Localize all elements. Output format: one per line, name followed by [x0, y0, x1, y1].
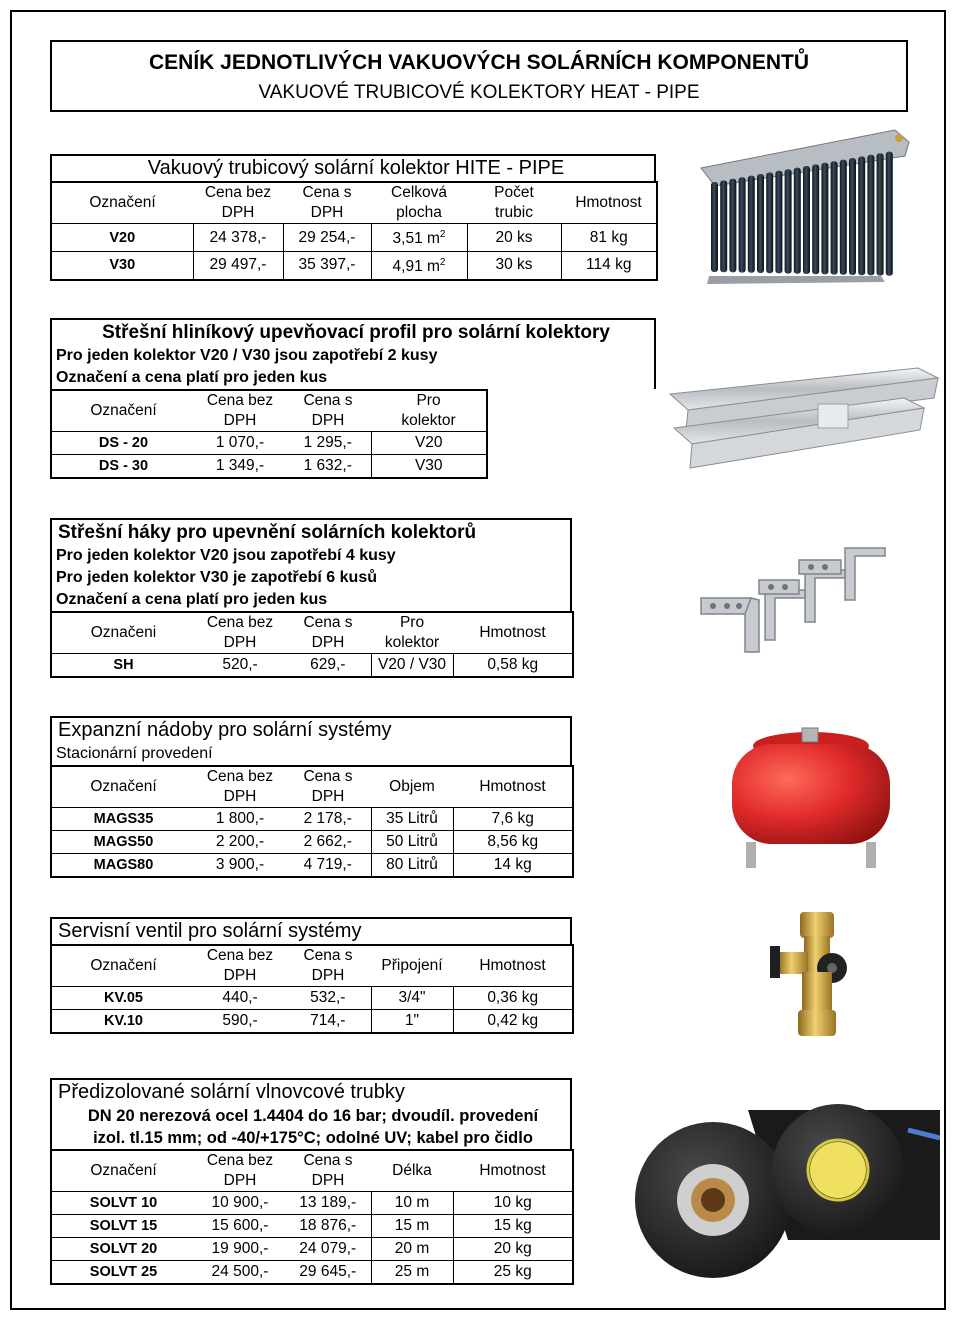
vacuum-tube [821, 163, 828, 275]
col-header: Hmotnost [561, 182, 657, 224]
document-subtitle: VAKUOVÉ TRUBICOVÉ KOLEKTORY HEAT - PIPE [258, 82, 700, 103]
section-note: Pro jeden kolektor V20 jsou zapotřebí 4 kusy [56, 547, 396, 564]
col-header: Objem [371, 766, 453, 808]
expansion-tank-image [728, 724, 894, 876]
table-row: MAGS50 2 200,- 2 662,- 50 Litrů 8,56 kg [51, 831, 573, 854]
table-row: MAGS80 3 900,- 4 719,- 80 Litrů 14 kg [51, 854, 573, 878]
document-header [50, 40, 908, 112]
col-header: Cena bez DPH [195, 390, 285, 432]
section-valve-titlebox [50, 917, 572, 944]
section-title: Servisní ventil pro solární systémy [58, 920, 362, 942]
table-header-row [51, 945, 573, 987]
section-note: izol. tl.15 mm; od -40/+175°C; odolné UV; kabel pro čidlo [93, 1129, 533, 1147]
table-row: SOLVT 15 15 600,- 18 876,- 15 m 15 kg [51, 1215, 573, 1238]
hooks-table [50, 611, 574, 678]
vacuum-tube [748, 176, 755, 273]
section-service-valve [50, 917, 572, 1034]
vacuum-tube [886, 152, 893, 276]
col-header: Cena bez DPH [195, 1150, 285, 1192]
vacuum-tube [711, 182, 718, 272]
service-valve-image [740, 906, 860, 1046]
table-header-row [51, 766, 573, 808]
col-header: Připojení [371, 945, 453, 987]
section-expansion-tanks [50, 716, 572, 878]
vacuum-tube [794, 168, 801, 274]
tanks-table [50, 765, 574, 878]
section-note: Označení a cena platí pro jeden kus [56, 369, 328, 386]
mounting-profile-image [668, 364, 944, 482]
col-header: Hmotnost [453, 945, 573, 987]
col-header: Označení [51, 766, 195, 808]
vacuum-tube [840, 160, 847, 275]
section-roof-hooks [50, 518, 572, 678]
section-tanks-titlebox [50, 716, 572, 765]
table-row: KV.05 440,- 532,- 3/4" 0,36 kg [51, 987, 573, 1010]
section-title: Expanzní nádoby pro solární systémy [58, 719, 392, 741]
pipes-table [50, 1149, 574, 1285]
table-row: V20 24 378,- 29 254,- 3,51 $m^2$ 20 ks 81 kg [51, 224, 657, 252]
col-header: Cena s DPH [285, 612, 371, 654]
profile-table [50, 389, 488, 479]
section-note: Pro jeden kolektor V30 je zapotřebí 6 kusů [56, 569, 377, 586]
insulated-pipes-image [588, 1090, 940, 1288]
table-row: V30 29 497,- 35 397,- 4,91 $m^2$ 30 ks 114 kg [51, 252, 657, 280]
table-header-row [51, 182, 657, 224]
col-header: Cena bez DPH [195, 766, 285, 808]
col-header: Označení [51, 945, 195, 987]
collector-table [50, 181, 658, 281]
section-note: Stacionární provedení [56, 745, 213, 762]
vacuum-tube [831, 161, 838, 274]
vacuum-tube [849, 158, 856, 275]
table-row: DS - 20 1 070,- 1 295,- V20 [51, 432, 487, 455]
section-title: Vakuový trubicový solární kolektor HITE - PIPE [147, 157, 565, 179]
section-pipes-titlebox [50, 1078, 572, 1149]
col-header: Hmotnost [453, 612, 573, 654]
col-header: Počet trubic [467, 182, 561, 224]
table-row: SOLVT 20 19 900,- 24 079,- 20 m 20 kg [51, 1238, 573, 1261]
roof-hooks-image [695, 540, 915, 660]
col-header: Cena bez DPH [195, 612, 285, 654]
col-header: Označení [51, 182, 193, 224]
table-header-row [51, 390, 487, 432]
solar-collector-image [695, 126, 913, 294]
col-header: Cena s DPH [285, 1150, 371, 1192]
vacuum-tube [739, 177, 746, 272]
section-title: Střešní hliníkový upevňovací profil pro solární kolektory [102, 322, 610, 343]
col-header: Pro kolektor [371, 612, 453, 654]
vacuum-tube [729, 179, 736, 273]
col-header: Pro kolektor [371, 390, 487, 432]
vacuum-tube [766, 172, 773, 273]
vacuum-tube [775, 171, 782, 274]
section-title: Střešní háky pro upevnění solárních kolektorů [58, 522, 477, 543]
document-title: CENÍK JEDNOTLIVÝCH VAKUOVÝCH SOLÁRNÍCH KOMPONENTŮ [149, 51, 809, 74]
vacuum-tube [785, 169, 792, 273]
col-header: Cena s DPH [283, 182, 371, 224]
col-header: Hmotnost [453, 766, 573, 808]
vacuum-tube [867, 155, 874, 276]
col-header: Označení [51, 390, 195, 432]
vacuum-tube [858, 156, 865, 275]
section-mounting-profile [50, 318, 656, 479]
section-note: DN 20 nerezová ocel 1.4404 do 16 bar; dvoudíl. provedení [87, 1107, 539, 1125]
table-row: SOLVT 10 10 900,- 13 189,- 10 m 10 kg [51, 1192, 573, 1215]
col-header: Cena bez DPH [193, 182, 283, 224]
section-note: Pro jeden kolektor V20 / V30 jsou zapotřebí 2 kusy [56, 347, 438, 364]
col-header: Hmotnost [453, 1150, 573, 1192]
section-collector [50, 154, 656, 281]
section-insulated-pipes [50, 1078, 572, 1285]
vacuum-tube [803, 166, 810, 274]
col-header: Celková plocha [371, 182, 467, 224]
col-header: Délka [371, 1150, 453, 1192]
section-note: Označení a cena platí pro jeden kus [56, 591, 328, 608]
table-row: MAGS35 1 800,- 2 178,- 35 Litrů 7,6 kg [51, 808, 573, 831]
section-title: Předizolované solární vlnovcové trubky [58, 1081, 405, 1103]
col-header: Označení [51, 1150, 195, 1192]
table-header-row [51, 612, 573, 654]
valve-table [50, 944, 574, 1034]
col-header: Cena s DPH [285, 390, 371, 432]
vacuum-tube [720, 180, 727, 272]
vacuum-tube [812, 164, 819, 274]
col-header: Cena s DPH [285, 945, 371, 987]
table-row: SOLVT 25 24 500,- 29 645,- 25 m 25 kg [51, 1261, 573, 1285]
table-header-row [51, 1150, 573, 1192]
col-header: Označeni [51, 612, 195, 654]
vacuum-tube [877, 153, 884, 275]
section-profile-titlebox [50, 318, 656, 389]
vacuum-tube [757, 174, 764, 273]
col-header: Cena s DPH [285, 766, 371, 808]
table-row: SH 520,- 629,- V20 / V30 0,58 kg [51, 654, 573, 678]
section-collector-titlebox [50, 154, 656, 181]
section-hooks-titlebox [50, 518, 572, 611]
col-header: Cena bez DPH [195, 945, 285, 987]
table-row: DS - 30 1 349,- 1 632,- V30 [51, 455, 487, 479]
table-row: KV.10 590,- 714,- 1" 0,42 kg [51, 1010, 573, 1034]
